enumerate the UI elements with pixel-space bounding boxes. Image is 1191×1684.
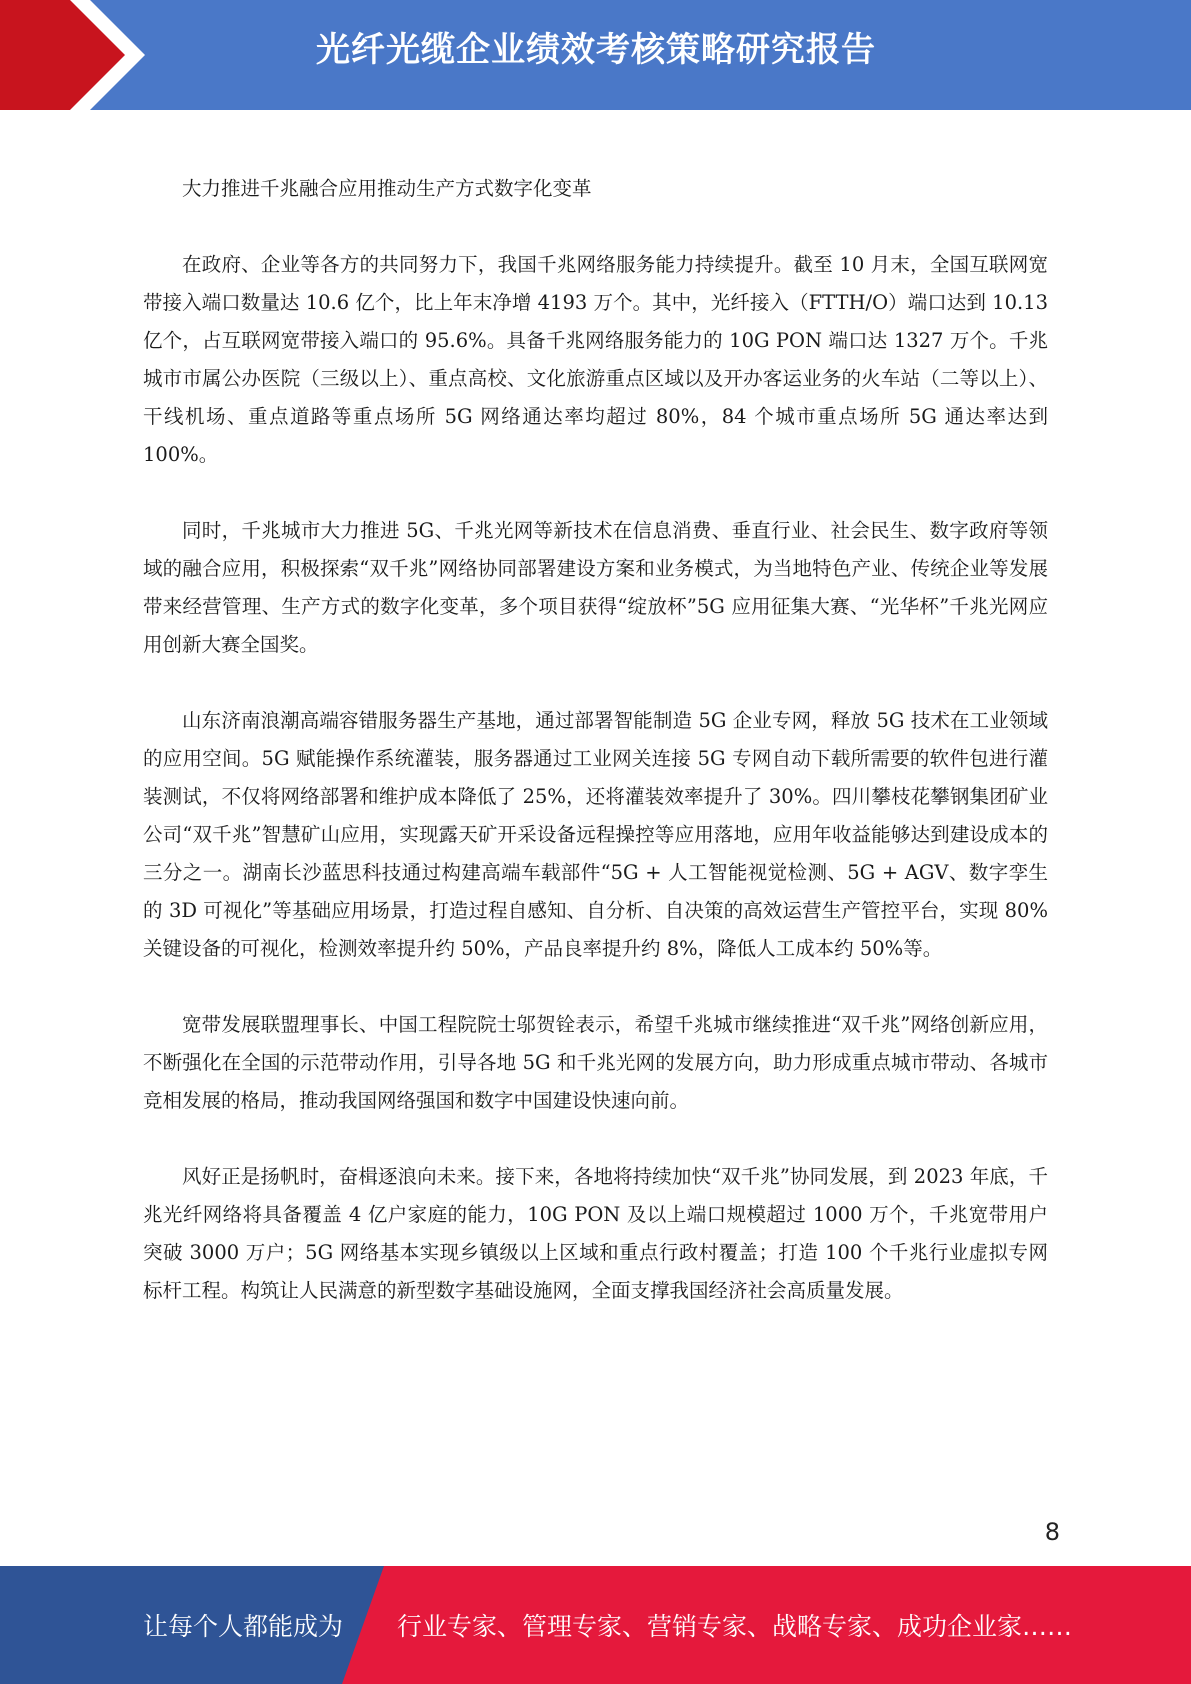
article-heading: 大力推进千兆融合应用推动生产方式数字化变革 (182, 177, 592, 200)
report-title: 光纤光缆企业绩效考核策略研究报告 (316, 30, 876, 70)
paragraph: 风好正是扬帆时，奋楫逐浪向未来。接下来，各地将持续加快“双千兆”协同发展，到 2023 年底，千兆光纤网络将具备覆盖 4 亿户家庭的能力，10G PON 及以上端口规模超过 1000 万个，千兆宽带用户突破 3000 万户；5G 网络基本实现乡镇级以上区域和重点行政村覆盖；打造 100 个千兆行业虚拟专网标杆工程。构筑让人民满意的新型数字基础设施网，全面支撑我国经济社会高质量发展。 (143, 1165, 1048, 1302)
footer-slogan-left: 让每个人都能成为 (143, 1612, 344, 1641)
paragraph: 同时，千兆城市大力推进 5G、千兆光网等新技术在信息消费、垂直行业、社会民生、数字政府等领域的融合应用，积极探索“双千兆”网络协同部署建设方案和业务模式，为当地特色产业、传统企业等发展带来经营管理、生产方式的数字化变革，多个项目获得“绽放杯”5G 应用征集大赛、“光华杯”千兆光网应用创新大赛全国奖。 (143, 519, 1048, 656)
page-number: 8 (1044, 1518, 1060, 1546)
paragraph: 宽带发展联盟理事长、中国工程院院士邬贺铨表示，希望千兆城市继续推进“双千兆”网络创新应用，不断强化在全国的示范带动作用，引导各地 5G 和千兆光网的发展方向，助力形成重点城市带动、各城市竞相发展的格局，推动我国网络强国和数字中国建设快速向前。 (143, 1013, 1048, 1112)
paragraph: 山东济南浪潮高端容错服务器生产基地，通过部署智能制造 5G 企业专网，释放 5G 技术在工业领域的应用空间。5G 赋能操作系统灌装，服务器通过工业网关连接 5G 专网自动下载所需要的软件包进行灌装测试，不仅将网络部署和维护成本降低了 25%，还将灌装效率提升了 30%。四川攀枝花攀钢集团矿业公司“双千兆”智慧矿山应用，实现露天矿开采设备远程操控等应用落地，应用年收益能够达到建设成本的三分之一。湖南长沙蓝思科技通过构建高端车载部件“5G + 人工智能视觉检测、5G + AGV、数字孪生的 3D 可视化”等基础应用场景，打造过程自感知、自分析、自决策的高效运营生产管控平台，实现 80%关键设备的可视化，检测效率提升约 50%，产品良率提升约 8%，降低人工成本约 50%等。 (143, 709, 1048, 960)
page-header (0, 0, 1191, 110)
article-body (143, 170, 1048, 1310)
paragraph: 在政府、企业等各方的共同努力下，我国千兆网络服务能力持续提升。截至 10 月末，全国互联网宽带接入端口数量达 10.6 亿个，比上年末净增 4193 万个。其中，光纤接入（FTTH/O）端口达到 10.13 亿个，占互联网宽带接入端口的 95.6%。具备千兆网络服务能力的 10G PON 端口达 1327 万个。千兆城市市属公办医院（三级以上）、重点高校、文化旅游重点区域以及开办客运业务的火车站（二等以上）、干线机场、重点道路等重点场所 5G 网络通达率均超过 80%，84 个城市重点场所 5G 通达率达到 100%。 (143, 253, 1048, 466)
header-decoration (0, 0, 200, 110)
page-footer (0, 1566, 1191, 1684)
footer-slogan-right: 行业专家、管理专家、营销专家、战略专家、成功企业家…… (397, 1612, 1073, 1641)
